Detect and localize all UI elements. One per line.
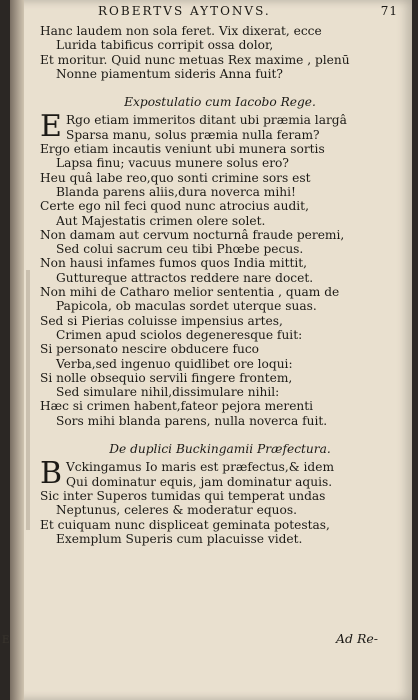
verse-line: Verba,sed ingenuo quidlibet ore loqui: — [56, 356, 293, 371]
verse-line: Lapsa finu; vacuus munere solus ero? — [56, 156, 289, 171]
page-gutter — [10, 0, 24, 700]
opening-verses — [40, 24, 400, 81]
verse-line: Sparsa manu, solus præmia nulla feram? — [66, 127, 320, 142]
verse-line: Neptunus, celeres & moderatur equos. — [56, 503, 297, 518]
verse-line: Aut Majestatis crimen olere solet. — [56, 213, 266, 228]
verse-line: Sed si Pierias coluisse impensius artes, — [40, 313, 283, 328]
poem-body — [40, 489, 400, 546]
poem-heading-expostulatio: Expostulatio cum Iacobo Rege. — [124, 95, 316, 110]
verse-line: Si personato nescire obducere fuco — [40, 342, 259, 357]
catchword: Ad Re- — [335, 631, 378, 646]
verse-line: Et cuiquam nunc displiceat geminata potestas, — [40, 517, 330, 532]
verse-line: Hanc laudem non sola feret. Vix dixerat, ecce — [40, 24, 322, 38]
verse-line: Guttureque attractos reddere nare docet. — [56, 270, 314, 285]
verse-line: Heu quâ labe reo,quo sonti crimine sors est — [40, 170, 311, 185]
verse-line: Sed colui sacrum ceu tibi Phœbe pecus. — [56, 242, 304, 257]
margin-mark: E — [2, 635, 10, 646]
verse-line: Qui dominatur equis, jam dominatur aquis. — [66, 474, 333, 489]
verse-line: Nonne piamentum sideris Anna fuit? — [56, 66, 283, 81]
verse-line: Hæc si crimen habent,fateor pejora merenti — [40, 399, 314, 414]
verse-line: Sic inter Superos tumidas qui temperat undas — [40, 488, 326, 503]
running-header — [98, 4, 398, 20]
poem-body — [40, 142, 400, 428]
verse-line: Sors mihi blanda parens, nulla noverca fuit. — [56, 413, 328, 428]
verse-line: Ergo etiam incautis veniunt ubi munera sortis — [40, 142, 325, 157]
verse-line: Exemplum Superis cum placuisse videt. — [56, 531, 303, 546]
page-text — [40, 24, 400, 546]
verse-line: Si nolle obsequio servili fingere frontem, — [40, 370, 293, 385]
book-page — [10, 0, 412, 700]
verse-line: Non hausi infames fumos quos India mittit, — [40, 256, 308, 271]
verse-line: Sed simulare nihil,dissimulare nihil: — [56, 385, 280, 400]
running-title: ROBERTVS AYTONVS. — [98, 4, 271, 18]
verse-line: Certe ego nil feci quod nunc atrocius audit, — [40, 199, 309, 214]
verse-line: Non mihi de Catharo melior sententia , quam de — [40, 285, 340, 300]
poem-buckingamii — [40, 460, 400, 546]
verse-line: Lurida tabificus corripit ossa dolor, — [56, 38, 274, 53]
verse-line: Et moritur. Quid nunc metuas Rex maxime , plenū — [40, 52, 350, 67]
drop-cap: B — [40, 460, 63, 489]
page-number: 71 — [380, 4, 398, 18]
drop-cap: E — [40, 113, 62, 143]
page-stain — [26, 270, 30, 530]
poem-heading-buckingamii: De duplici Buckingamii Præfectura. — [109, 442, 331, 457]
verse-line: Blanda parens aliis,dura noverca mihi! — [56, 184, 296, 199]
verse-line: Non damam aut cervum nocturnâ fraude peremi, — [40, 227, 345, 242]
poem-opening — [40, 113, 400, 142]
verse-line: Rgo etiam immeritos ditant ubi præmia largâ — [66, 113, 347, 128]
verse-line: Papicola, ob maculas sordet uterque suas. — [56, 299, 317, 314]
verse-line: Vckingamus Io maris est præfectus,& idem — [66, 460, 335, 475]
poem-expostulatio — [40, 113, 400, 428]
verse-line: Crimen apud sciolos degeneresque fuit: — [56, 327, 303, 342]
poem-opening — [40, 460, 400, 489]
